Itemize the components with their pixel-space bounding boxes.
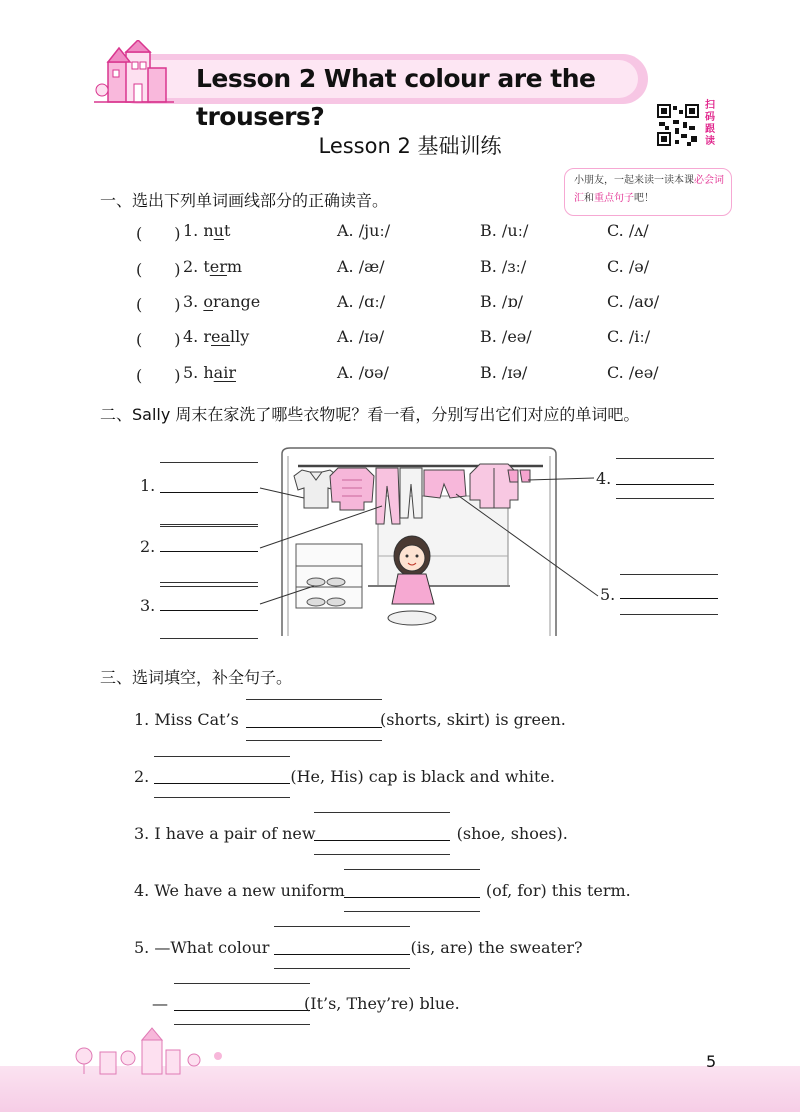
answer-line	[174, 1024, 310, 1025]
answer-blank-4[interactable]	[616, 484, 714, 485]
answer-blank-3[interactable]	[160, 610, 258, 611]
sweater-drawing	[330, 468, 374, 510]
answer-line	[620, 574, 718, 575]
option-b: B. /eə/	[480, 327, 532, 346]
answer-parenthesis[interactable]: ( )	[136, 330, 181, 349]
answer-line	[154, 797, 290, 798]
answer-line	[160, 638, 258, 639]
answer-line	[160, 526, 258, 527]
answer-line	[616, 498, 714, 499]
tip-text: 小朋友，一起来读一读本课必会词汇和重点句子吧！	[574, 175, 724, 204]
option-b: B. /ɜː/	[480, 257, 527, 276]
question-word: 1. nut	[183, 221, 231, 240]
underlined-letters: o	[203, 292, 213, 311]
clothes-label-3: 3.	[140, 596, 156, 615]
sub-title: Lesson 2 基础训练	[318, 134, 502, 158]
page-number: 5	[706, 1052, 717, 1071]
clothes-label-2: 2.	[140, 537, 156, 556]
shoe-rack-drawing	[296, 544, 362, 608]
trousers-drawing	[376, 468, 422, 524]
answer-line	[274, 926, 410, 927]
underlined-letters: er	[209, 257, 227, 276]
answer-line	[620, 614, 718, 615]
laundry-illustration	[258, 446, 622, 646]
answer-line	[616, 458, 714, 459]
socks-drawing	[508, 470, 530, 482]
sentence-3: 3. I have a pair of new (shoe, shoes).	[134, 824, 568, 843]
section-1-title: 一、选出下列单词画线部分的正确读音。	[100, 191, 389, 210]
answer-parenthesis[interactable]: ( )	[136, 366, 181, 385]
option-a: A. /juː/	[337, 221, 391, 240]
answer-line	[274, 968, 410, 969]
castle-illustration	[94, 40, 194, 110]
sentence-1: 1. Miss Cat’s (shorts, skirt) is green.	[134, 710, 566, 729]
answer-line	[160, 586, 258, 587]
footer-town-illustration	[70, 1026, 240, 1076]
answer-line	[160, 462, 258, 463]
shorts-drawing	[424, 470, 466, 498]
answer-blank-1[interactable]	[160, 492, 258, 493]
question-word: 4. really	[183, 327, 250, 346]
underlined-letters: air	[213, 363, 236, 382]
question-word: 2. term	[183, 257, 243, 276]
answer-line	[160, 582, 258, 583]
answer-line	[344, 911, 480, 912]
question-word: 3. orange	[183, 292, 261, 311]
clothes-label-1: 1.	[140, 476, 156, 495]
answer-line	[344, 869, 480, 870]
clothes-label-4: 4.	[596, 469, 612, 488]
option-c: C. /eə/	[607, 363, 659, 382]
sentence-6: — (It’s, They’re) blue.	[152, 994, 460, 1013]
sentence-5: 5. —What colour (is, are) the sweater?	[134, 938, 583, 957]
option-b: B. /ɒ/	[480, 292, 523, 311]
answer-line	[314, 812, 450, 813]
answer-parenthesis[interactable]: ( )	[136, 260, 181, 279]
option-c: C. /iː/	[607, 327, 651, 346]
lesson-title: Lesson 2 What colour are the trousers?	[196, 64, 596, 131]
scan-to-read-label: 扫码跟读	[705, 100, 715, 147]
option-b: B. /uː/	[480, 221, 529, 240]
option-c: C. /aʊ/	[607, 292, 660, 311]
answer-blank-5[interactable]	[620, 598, 718, 599]
option-b: B. /ɪə/	[480, 363, 528, 382]
option-a: A. /ɪə/	[337, 327, 385, 346]
answer-blank-2[interactable]	[160, 551, 258, 552]
answer-line	[154, 756, 290, 757]
answer-line	[246, 740, 382, 741]
underlined-letters: ea	[211, 327, 231, 346]
answer-line	[174, 983, 310, 984]
option-a: A. /æ/	[337, 257, 385, 276]
answer-line	[314, 854, 450, 855]
option-c: C. /ə/	[607, 257, 650, 276]
underlined-letters: u	[213, 221, 224, 240]
answer-line	[160, 524, 258, 525]
option-a: A. /ɑː/	[337, 292, 386, 311]
option-a: A. /ʊə/	[337, 363, 389, 382]
answer-parenthesis[interactable]: ( )	[136, 295, 181, 314]
answer-parenthesis[interactable]: ( )	[136, 224, 181, 243]
sentence-2: 2. (He, His) cap is black and white.	[134, 767, 555, 786]
sentence-4: 4. We have a new uniform (of, for) this term.	[134, 881, 631, 900]
answer-line	[246, 699, 382, 700]
section-2-title: 二、Sally 周末在家洗了哪些衣物呢？看一看，分别写出它们对应的单词吧。	[100, 405, 640, 424]
option-c: C. /ʌ/	[607, 221, 649, 240]
question-word: 5. hair	[183, 363, 236, 382]
section-3-title: 三、选词填空，补全句子。	[100, 668, 293, 687]
clothes-label-5: 5.	[600, 585, 616, 604]
